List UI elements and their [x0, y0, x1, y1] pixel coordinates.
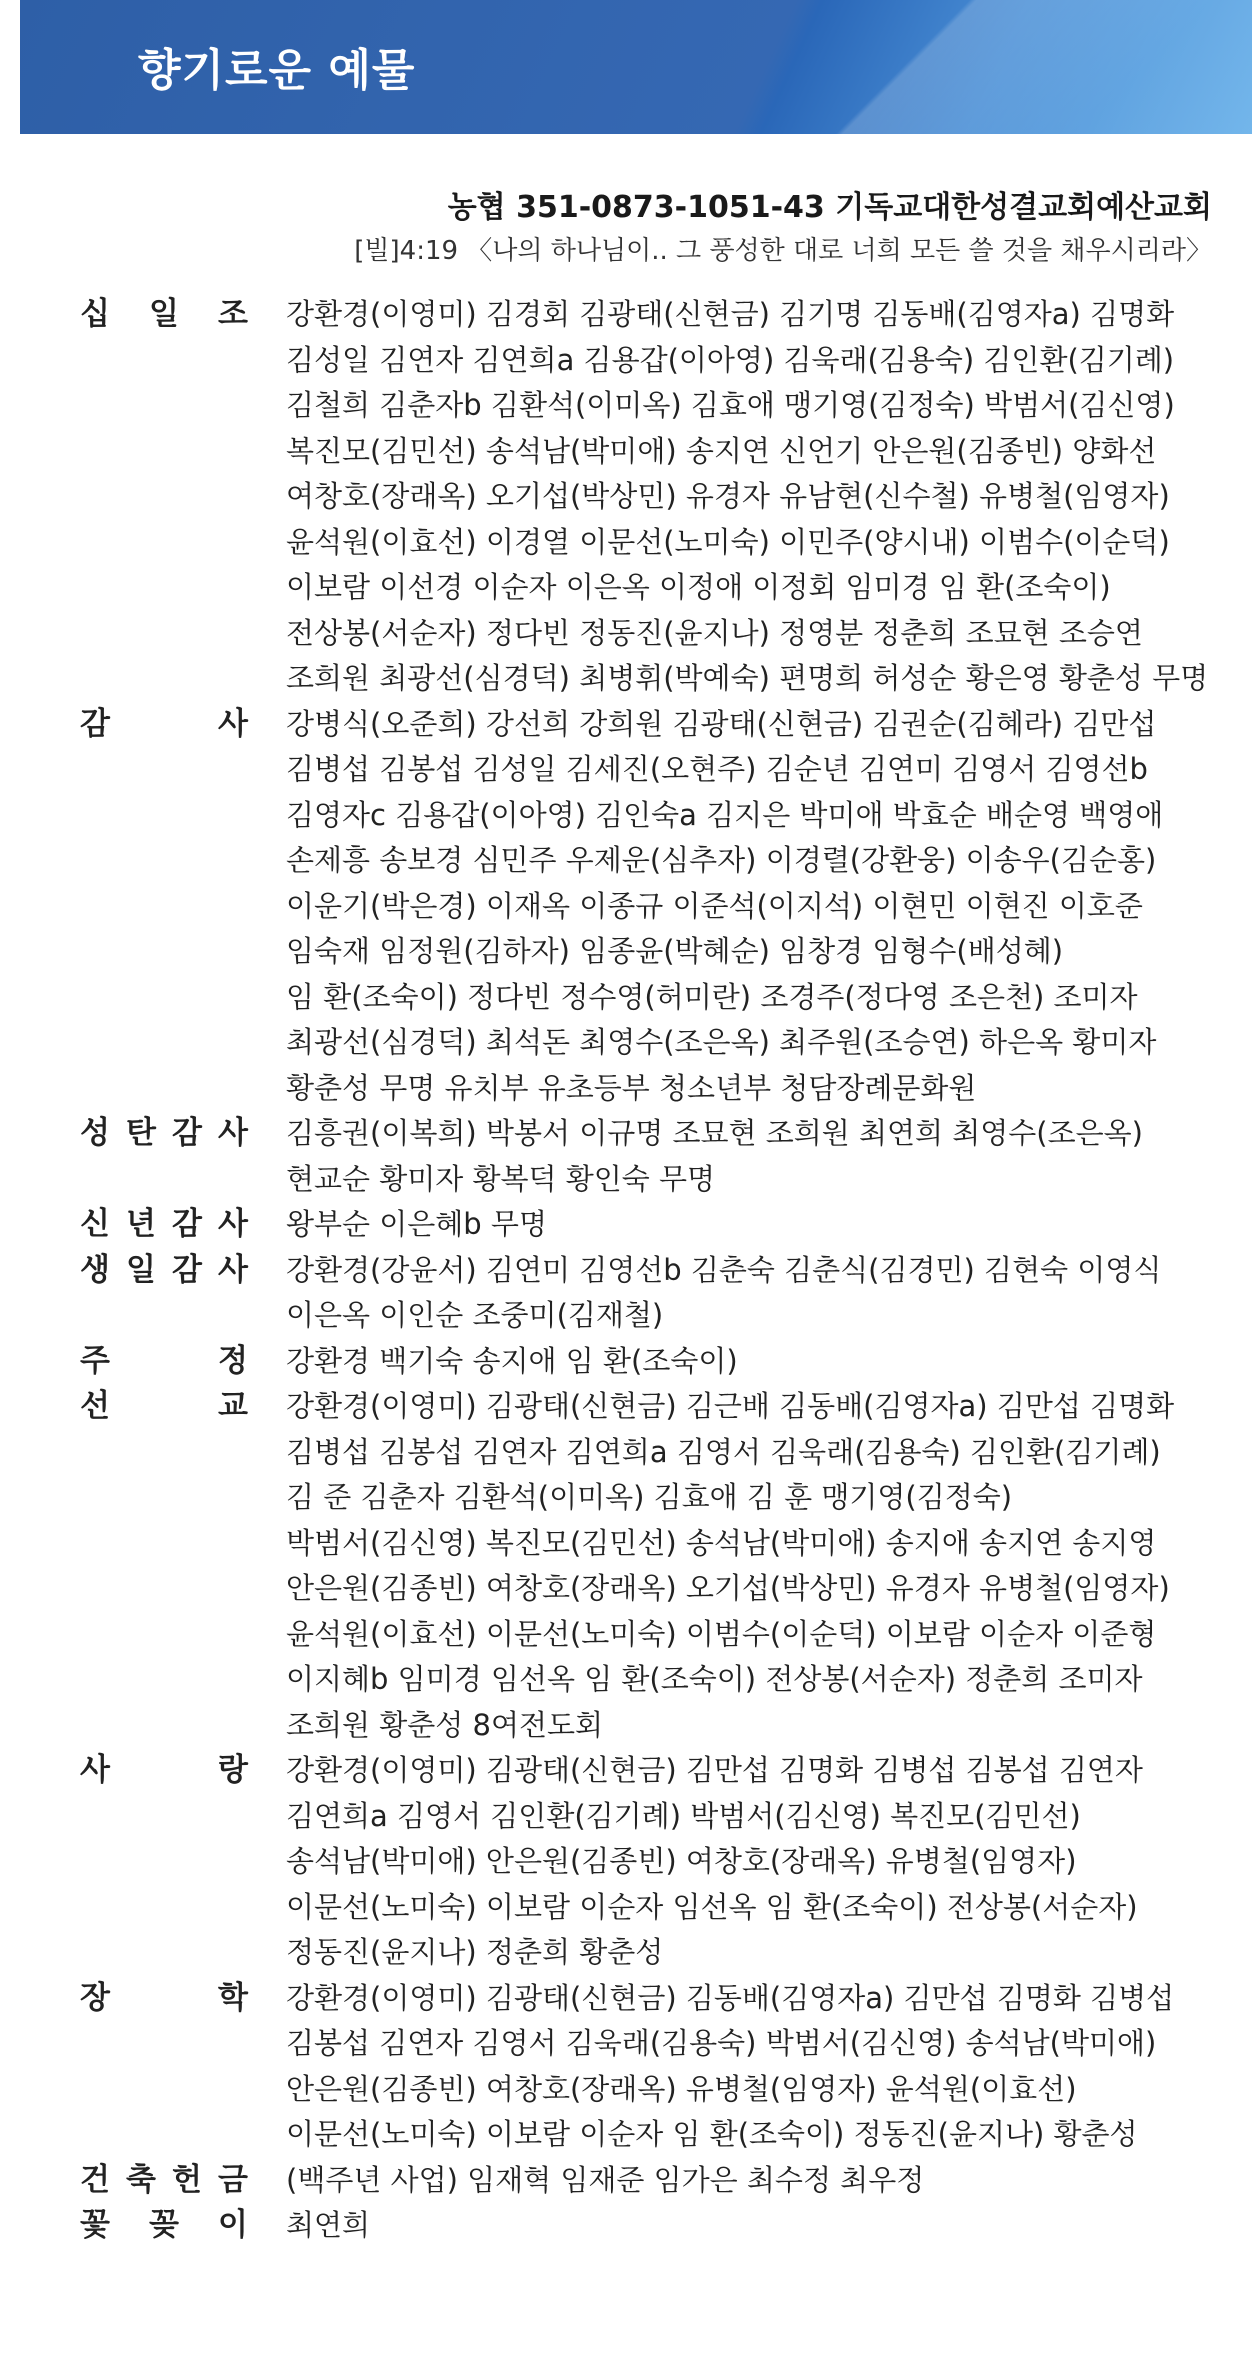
offering-list	[80, 292, 1220, 2249]
offering-category: 주 정	[80, 1342, 248, 1379]
bank-account-line: 농협 351-0873-1051-43 기독교대한성결교회예산교회	[447, 190, 1212, 225]
offering-row	[80, 1111, 1220, 1202]
offering-row	[80, 292, 1220, 702]
offering-row	[80, 702, 1220, 1112]
offering-names: 강환경(이영미) 김경회 김광태(신현금) 김기명 김동배(김영자a) 김명화 김성일 김연자 김연희a 김용갑(이아영) 김욱래(김용숙) 김인환(김기례) 김철희 김춘자b 김환석(이미옥) 김효애 맹기영(김정숙) 박범서(김신영) 복진모(김민선) 송석남(박미애) 송지연 신언기 안은원(김종빈) 양화선 여창호(장래옥) 오기섭(박상민) 유경자 유남현(신수철) 유병철(임영자) 윤석원(이효선) 이경열 이문선(노미숙) 이민주(양시내) 이범수(이순덕) 이보람 이선경 이순자 이은옥 이정애 이정회 임미경 임 환(조숙이) 전상봉(서순자) 정다빈 정동진(윤지나) 정영분 정춘희 조묘현 조승연 조희원 최광선(심경덕) 최병휘(박예숙) 편명희 허성순 황은영 황춘성 무명	[286, 297, 1209, 695]
offering-category: 감 사	[80, 705, 248, 742]
offering-category: 신 년 감 사	[80, 1206, 248, 1242]
offering-row	[80, 2203, 1220, 2249]
offering-row	[80, 1748, 1220, 1976]
offering-row	[80, 1202, 1220, 1248]
offering-category: 십 일 조	[80, 296, 248, 332]
header-banner	[20, 0, 1252, 134]
offering-row	[80, 1976, 1220, 2158]
offering-category: 선 교	[80, 1388, 248, 1424]
page-title: 향기로운 예물	[138, 45, 416, 96]
offering-names: 강환경 백기숙 송지애 임 환(조숙이)	[286, 1343, 738, 1378]
offering-category: 꽃 꽂 이	[80, 2207, 248, 2243]
bible-verse-line: [빌]4:19 〈나의 하나님이.. 그 풍성한 대로 너희 모든 쓸 것을 채우시리라〉	[354, 236, 1212, 266]
offering-row	[80, 1248, 1220, 1339]
offering-names: 최연희	[286, 2208, 371, 2242]
offering-names: (백주년 사업) 임재혁 임재준 임가은 최수정 최우정	[286, 2162, 925, 2197]
offering-row	[80, 1384, 1220, 1748]
offering-category: 생 일 감 사	[80, 1251, 248, 1288]
offering-names: 강병식(오준희) 강선희 강희원 김광태(신현금) 김권순(김혜라) 김만섭 김병섭 김봉섭 김성일 김세진(오현주) 김순년 김연미 김영서 김영선b 김영자c 김용갑(이아영) 김인숙a 김지은 박미애 박효순 배순영 백영애 손제흥 송보경 심민주 우제운(심추자) 이경렬(강환웅) 이송우(김순홍) 이운기(박은경) 이재옥 이종규 이준석(이지석) 이현민 이현진 이호준 임숙재 임정원(김하자) 임종윤(박혜순) 임창경 임형수(배성혜) 임 환(조숙이) 정다빈 정수영(허미란) 조경주(정다영 조은천) 조미자 최광선(심경덕) 최석돈 최영수(조은옥) 최주원(조승연) 하은옥 황미자 황춘성 무명 유치부 유초등부 청소년부 청담장례문화원	[286, 706, 1164, 1105]
offering-names: 강환경(이영미) 김광태(신현금) 김만섭 김명화 김병섭 김봉섭 김연자 김연희a 김영서 김인환(김기례) 박범서(김신영) 복진모(김민선) 송석남(박미애) 안은원(김종빈) 여창호(장래옥) 유병철(임영자) 이문선(노미숙) 이보람 이순자 임선옥 임 환(조숙이) 전상봉(서순자) 정동진(윤지나) 정춘희 황춘성	[286, 1753, 1143, 1969]
offering-category: 성 탄 감 사	[80, 1115, 248, 1151]
offering-category: 사 랑	[80, 1752, 248, 1788]
offering-names: 김흥권(이복희) 박봉서 이규명 조묘현 조희원 최연희 최영수(조은옥) 현교순 황미자 황복덕 황인숙 무명	[286, 1116, 1143, 1196]
offering-names: 강환경(강윤서) 김연미 김영선b 김춘숙 김춘식(김경민) 김현숙 이영식 이은옥 이인순 조중미(김재철)	[286, 1252, 1162, 1332]
offering-names: 왕부순 이은혜b 무명	[286, 1207, 547, 1241]
offering-category: 건 축 헌 금	[80, 2161, 248, 2198]
offering-category: 장 학	[80, 1979, 248, 2016]
offering-row	[80, 2158, 1220, 2204]
offering-row	[80, 1339, 1220, 1385]
offering-names: 강환경(이영미) 김광태(신현금) 김동배(김영자a) 김만섭 김명화 김병섭 김봉섭 김연자 김영서 김욱래(김용숙) 박범서(김신영) 송석남(박미애) 안은원(김종빈) 여창호(장래옥) 유병철(임영자) 윤석원(이효선) 이문선(노미숙) 이보람 이순자 임 환(조숙이) 정동진(윤지나) 황춘성	[286, 1980, 1175, 2151]
offering-names: 강환경(이영미) 김광태(신현금) 김근배 김동배(김영자a) 김만섭 김명화 김병섭 김봉섭 김연자 김연희a 김영서 김욱래(김용숙) 김인환(김기례) 김 준 김춘자 김환석(이미옥) 김효애 김 훈 맹기영(김정숙) 박범서(김신영) 복진모(김민선) 송석남(박미애) 송지애 송지연 송지영 안은원(김종빈) 여창호(장래옥) 오기섭(박상민) 유경자 유병철(임영자) 윤석원(이효선) 이문선(노미숙) 이범수(이순덕) 이보람 이순자 이준형 이지혜b 임미경 임선옥 임 환(조숙이) 전상봉(서순자) 정춘희 조미자 조희원 황춘성 8여전도회	[286, 1389, 1175, 1742]
